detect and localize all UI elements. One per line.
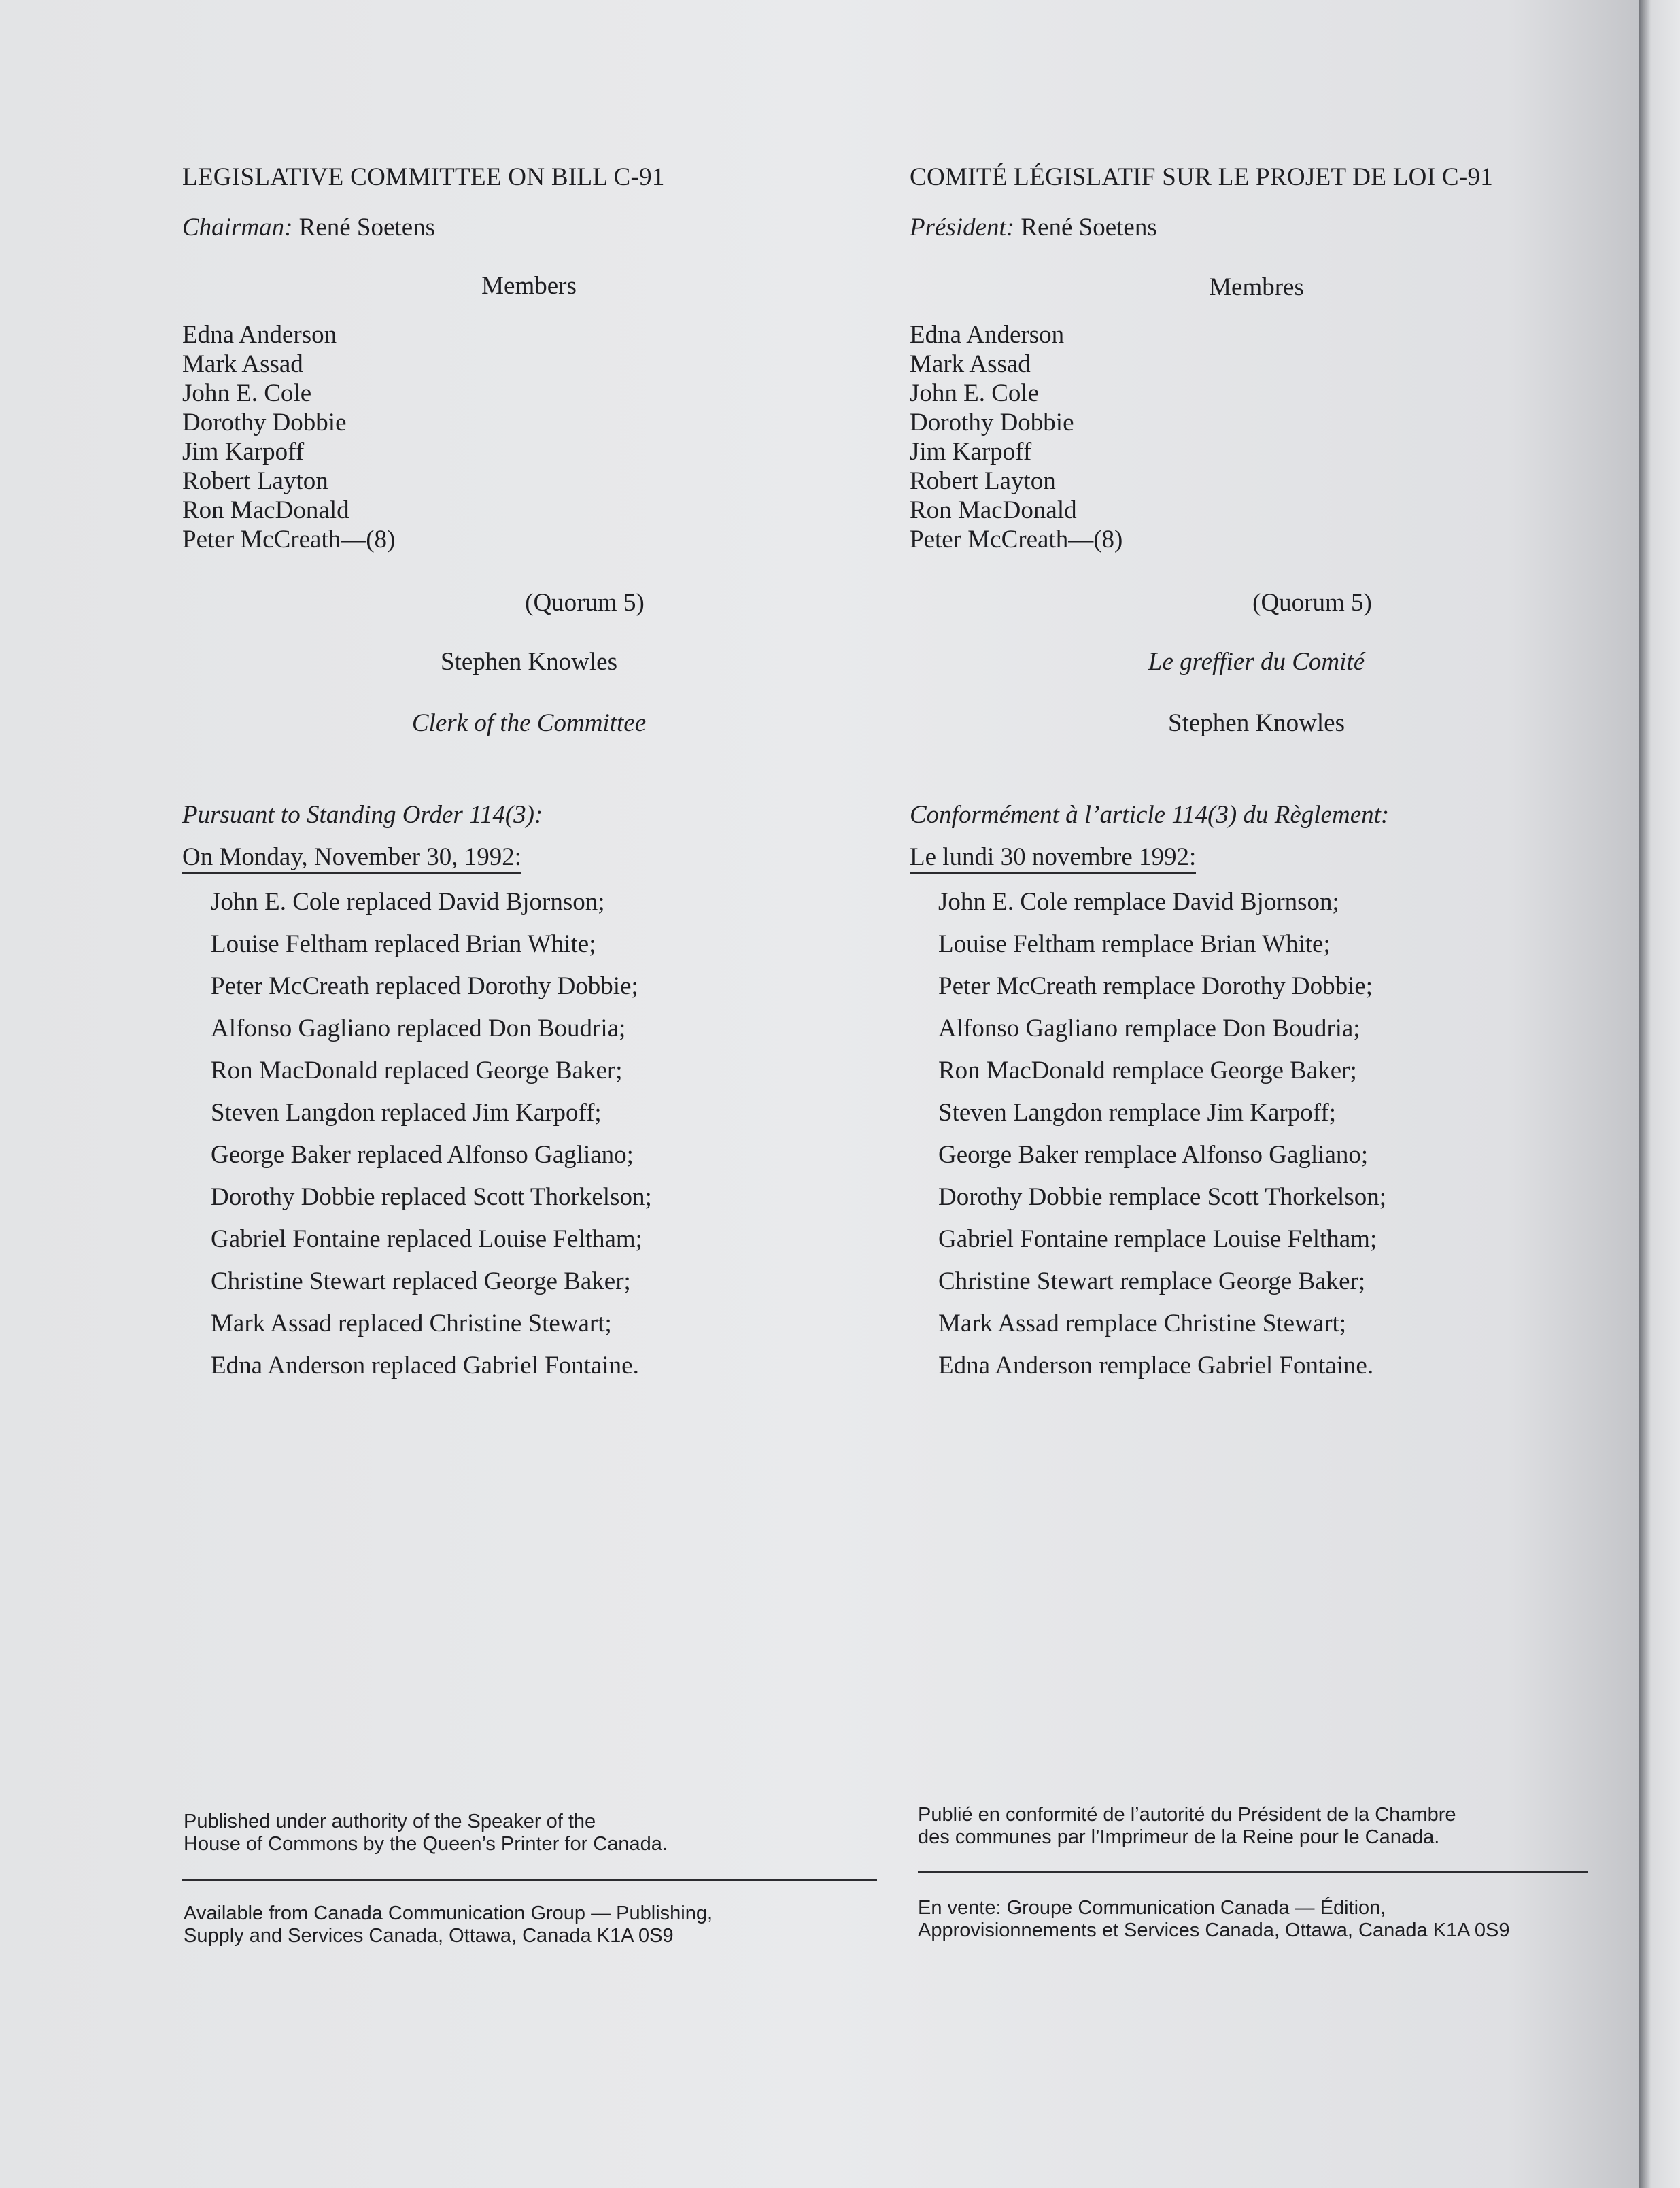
- replacement-item: Christine Stewart replaced George Baker;: [211, 1267, 631, 1295]
- member-item: Edna Anderson: [182, 321, 337, 349]
- replacement-item: Peter McCreath replaced Dorothy Dobbie;: [211, 972, 638, 1000]
- standing-order-reference: Pursuant to Standing Order 114(3):: [182, 801, 543, 829]
- replacement-item: Ron MacDonald remplace George Baker;: [938, 1057, 1357, 1084]
- meeting-date: On Monday, November 30, 1992:: [182, 843, 521, 874]
- footer-divider: [918, 1871, 1588, 1873]
- member-item: John E. Cole: [182, 379, 312, 407]
- members-label: Membres: [1209, 273, 1304, 301]
- replacement-item: Louise Feltham remplace Brian White;: [938, 930, 1331, 958]
- clerk-title: Le greffier du Comité: [1148, 648, 1365, 676]
- quorum: (Quorum 5): [525, 589, 645, 617]
- replacement-item: Mark Assad remplace Christine Stewart;: [938, 1310, 1347, 1337]
- replacement-item: George Baker remplace Alfonso Gagliano;: [938, 1141, 1369, 1169]
- member-item: Peter McCreath—(8): [182, 526, 396, 553]
- replacement-item: Steven Langdon remplace Jim Karpoff;: [938, 1099, 1336, 1127]
- footer-divider: [182, 1879, 877, 1881]
- replacement-item: Mark Assad replaced Christine Stewart;: [211, 1310, 612, 1337]
- chair-line: [910, 213, 1157, 242]
- replacement-item: Gabriel Fontaine replaced Louise Feltham;: [211, 1225, 642, 1253]
- replacement-item: Edna Anderson remplace Gabriel Fontaine.: [938, 1352, 1374, 1380]
- replacement-item: Steven Langdon replaced Jim Karpoff;: [211, 1099, 602, 1127]
- replacement-item: John E. Cole replaced David Bjornson;: [211, 888, 605, 916]
- member-item: Mark Assad: [182, 350, 303, 378]
- replacement-item: Dorothy Dobbie remplace Scott Thorkelson;: [938, 1183, 1387, 1211]
- chair-name: René Soetens: [298, 213, 436, 241]
- meeting-date: Le lundi 30 novembre 1992:: [910, 843, 1196, 874]
- replacement-item: Dorothy Dobbie replaced Scott Thorkelson;: [211, 1183, 652, 1211]
- availability-line-2: Supply and Services Canada, Ottawa, Canada K1A 0S9: [184, 1925, 674, 1947]
- published-notice-line-1: Published under authority of the Speaker of the: [184, 1811, 596, 1832]
- chair-name: René Soetens: [1021, 213, 1157, 241]
- member-item: Dorothy Dobbie: [182, 409, 347, 437]
- member-item: Ron MacDonald: [910, 496, 1077, 524]
- replacement-item: Ron MacDonald replaced George Baker;: [211, 1057, 623, 1084]
- replacement-item: Edna Anderson replaced Gabriel Fontaine.: [211, 1352, 639, 1380]
- replacement-item: Christine Stewart remplace George Baker;: [938, 1267, 1366, 1295]
- next-page-edge: [1639, 0, 1680, 2188]
- chair-label: Président:: [910, 213, 1015, 241]
- member-item: Jim Karpoff: [182, 438, 305, 466]
- member-item: John E. Cole: [910, 379, 1040, 407]
- member-item: Ron MacDonald: [182, 496, 349, 524]
- committee-heading: LEGISLATIVE COMMITTEE ON BILL C-91: [182, 163, 665, 191]
- replacement-item: Louise Feltham replaced Brian White;: [211, 930, 596, 958]
- member-item: Mark Assad: [910, 350, 1031, 378]
- availability-line-1: En vente: Groupe Communication Canada — Édition,: [918, 1897, 1386, 1919]
- standing-order-reference: Conformément à l’article 114(3) du Règlement:: [910, 801, 1390, 829]
- replacement-item: Alfonso Gagliano remplace Don Boudria;: [938, 1014, 1360, 1042]
- clerk-name: Stephen Knowles: [441, 648, 617, 676]
- clerk-title: Clerk of the Committee: [411, 709, 647, 737]
- replacement-item: John E. Cole remplace David Bjornson;: [938, 888, 1339, 916]
- chair-line: [182, 213, 435, 242]
- replacement-item: Alfonso Gagliano replaced Don Boudria;: [211, 1014, 626, 1042]
- chair-label: Chairman:: [182, 213, 293, 241]
- published-notice-line-2: House of Commons by the Queen’s Printer for Canada.: [184, 1833, 668, 1855]
- published-notice-line-1: Publié en conformité de l’autorité du Président de la Chambre: [918, 1804, 1456, 1826]
- committee-heading: COMITÉ LÉGISLATIF SUR LE PROJET DE LOI C-91: [910, 163, 1494, 191]
- replacement-item: Gabriel Fontaine remplace Louise Feltham;: [938, 1225, 1377, 1253]
- replacement-item: Peter McCreath remplace Dorothy Dobbie;: [938, 972, 1373, 1000]
- member-item: Edna Anderson: [910, 321, 1065, 349]
- members-label: Members: [481, 272, 577, 300]
- clerk-name: Stephen Knowles: [1168, 709, 1345, 737]
- availability-line-1: Available from Canada Communication Group — Publishing,: [184, 1902, 713, 1924]
- replacement-item: George Baker replaced Alfonso Gagliano;: [211, 1141, 634, 1169]
- member-item: Robert Layton: [182, 467, 328, 495]
- member-item: Dorothy Dobbie: [910, 409, 1074, 437]
- member-item: Robert Layton: [910, 467, 1056, 495]
- published-notice-line-2: des communes par l’Imprimeur de la Reine pour le Canada.: [918, 1826, 1440, 1848]
- member-item: Peter McCreath—(8): [910, 526, 1123, 553]
- quorum: (Quorum 5): [1252, 589, 1372, 617]
- member-item: Jim Karpoff: [910, 438, 1032, 466]
- availability-line-2: Approvisionnements et Services Canada, Ottawa, Canada K1A 0S9: [918, 1919, 1510, 1941]
